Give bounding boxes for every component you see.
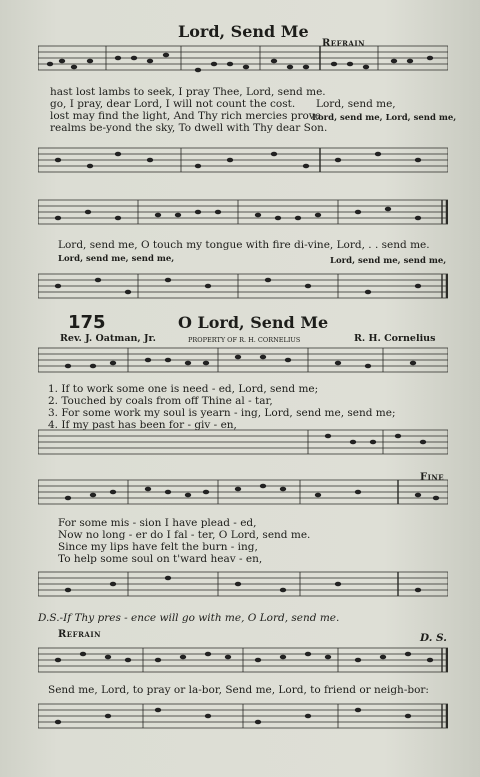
verse2-line-1: 1. If to work some one is need - ed, Lord, send me; [48, 383, 319, 395]
composer: R. H. Cornelius [354, 333, 436, 344]
refrain-sub-left: Lord, send me, send me, [58, 254, 175, 264]
verse-line-1: hast lost lambs to seek, I pray Thee, Lord, send me. [50, 86, 326, 98]
refrain-top-small: Lord, send me, Lord, send me, [312, 113, 457, 123]
verse2-line-3: 3. For some work my soul is yearn - ing, Lord, send me, send me; [48, 407, 396, 419]
chorus-line-4: To help some soul on t'ward heav - en, [58, 553, 263, 565]
verse-line-2: go, I pray, dear Lord, I will not count the cost. [50, 98, 296, 110]
staff-bass-4 [38, 566, 448, 606]
chorus-line-1: For some mis - sion I have plead - ed, [58, 517, 257, 529]
ds-line: D.S.-If Thy pres - ence will go with me, O Lord, send me. [38, 612, 340, 624]
refrain-sub-right: Lord, send me, send me, [330, 256, 447, 266]
chorus-line-3: Since my lips have felt the burn - ing, [58, 541, 258, 553]
staff-bass-2 [38, 266, 448, 308]
staff-treble-4 [38, 472, 448, 516]
staff-treble-2 [38, 194, 448, 236]
author: Rev. J. Oatman, Jr. [60, 333, 156, 344]
hymn-title: Lord, Send Me [178, 22, 309, 41]
fine-label: Fine [420, 472, 445, 483]
refrain-label: Refrain [322, 38, 366, 49]
staff-bass-5 [38, 696, 448, 740]
staff-treble-1 [38, 42, 448, 84]
verse2-line-4: 4. If my past has been for - giv - en, [48, 419, 237, 431]
hymn-title-2: O Lord, Send Me [178, 313, 329, 332]
staff-treble-5 [38, 640, 448, 684]
refrain-line: Lord, send me, O touch my tongue with fire di-vine, Lord, . . send me. [58, 239, 430, 251]
refrain-label-2: Refrain [58, 629, 102, 640]
staff-bass-1 [38, 140, 448, 182]
verse2-line-2: 2. Touched by coals from off Thine al - tar, [48, 395, 273, 407]
chorus-line-2: Now no long - er do I fal - ter, O Lord, send me. [58, 529, 311, 541]
verse-line-4: realms be-yond the sky, To dwell with Thy dear Son. [50, 122, 328, 134]
refrain2-line: Send me, Lord, to pray or la-bor, Send me, Lord, to friend or neigh-bor: [48, 684, 429, 696]
hymn-number: 175 [68, 312, 106, 333]
verse-line-3: lost may find the light, And Thy rich mercies prove. [50, 110, 325, 122]
refrain-top: Lord, send me, [316, 98, 396, 110]
staff-bass-3 [38, 424, 448, 464]
property-notice: PROPERTY OF R. H. CORNELIUS [188, 336, 301, 344]
staff-treble-3 [38, 342, 448, 382]
ds-label: D. S. [420, 632, 447, 644]
